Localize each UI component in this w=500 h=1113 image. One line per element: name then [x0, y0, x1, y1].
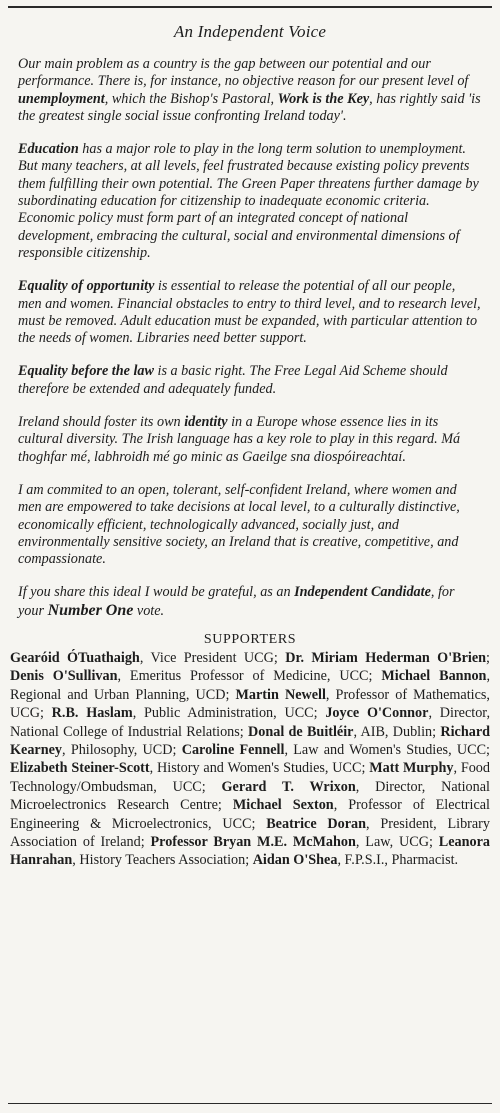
emphasis-text: Education [18, 141, 79, 158]
supporter-name: Elizabeth Steiner-Scott [10, 760, 150, 777]
paragraph-text: Our main problem as a country is the gap between our potential and our performance. There is, for instance, no objective reason for our present level of [18, 56, 469, 90]
paragraph-vote-appeal [18, 584, 482, 620]
paragraph-text: If you share this ideal I would be grateful, as an [18, 584, 295, 601]
supporter-name: Matt Murphy [369, 760, 454, 777]
supporter-name: Richard Kearney [10, 723, 490, 759]
paragraph-text: in a Europe whose essence lies in its cultural diversity. The Irish language has a key role to play in this regard. Má thoghfar mé, labhroidh mé go minic as Gaeilge sna diospóireachtaí. [18, 414, 461, 465]
supporter-role: , Director, National College of Industrial Relations; [10, 705, 490, 740]
supporter-name: R.B. Haslam [51, 705, 133, 722]
paragraph-unemployment [18, 56, 482, 125]
paragraph-text: has a major role to play in the long term solution to unemployment. But many teachers, at all levels, feel frustrated because existing policy prevents them fulfilling their own potential. The Green Paper threatens further damage by subordinating education for citizenship to inadequate economic criteria. Economic policy must form part of an integrated concept of national development, embracing the cultural, social and environmental dimensions of responsible citizenship. [18, 141, 479, 261]
leaflet-frame [8, 6, 492, 1104]
supporter-role: , History and Women's Studies, UCC; [149, 760, 370, 777]
supporter-name: Gerard T. Wrixon [221, 778, 356, 795]
supporters-heading: SUPPORTERS [203, 632, 297, 648]
paragraph-equality-law [18, 363, 482, 398]
emphasis-text: Equality of opportunity [18, 278, 155, 295]
supporter-role: , Professor of Electrical Engineering & Microelectronics, UCC; [10, 797, 490, 832]
paragraph-text: Ireland should foster its own [18, 414, 185, 431]
supporter-role: , Public Administration, UCC; [132, 705, 326, 722]
supporter-name: Dr. Miriam Hederman O'Brien [285, 650, 487, 667]
emphasis-text: unemployment [18, 90, 105, 107]
supporters-list [8, 649, 492, 870]
paragraph-commitment [18, 482, 482, 568]
supporter-role: , President, Library Association of Ireland; [10, 815, 490, 851]
supporter-name: Joyce O'Connor [325, 705, 429, 722]
supporter-role: , Regional and Urban Planning, UCD; [10, 668, 490, 703]
supporter-name: Michael Bannon [381, 668, 487, 685]
paragraph-text: , which the Bishop's Pastoral, [104, 90, 278, 107]
supporter-role: , Law and Women's Studies, UCC; [284, 742, 490, 759]
emphasis-text: identity [184, 414, 228, 431]
paragraph-text: I am commited to an open, tolerant, self-confident Ireland, where women and men are empowered to take decisions at local level, to a culturally distinctive, economically efficient, technologically advanced, socially just, and environmentally sensitive society, an Ireland that is creative, competitive, and compassionate. [18, 481, 460, 568]
paragraph-text: is a basic right. The Free Legal Aid Scheme should therefore be extended and adequately funded. [18, 363, 448, 397]
paragraph-text: vote. [133, 602, 165, 619]
page-title: An Independent Voice [173, 22, 327, 41]
supporter-role: , Director, National Microelectronics Research Centre; [10, 778, 490, 814]
supporter-role: , F.P.S.I., Pharmacist. [337, 852, 459, 869]
supporter-role: , Emeritus Professor of Medicine, UCC; [117, 668, 382, 685]
paragraph-text: , for your [18, 584, 455, 619]
supporter-name: Leanora Hanrahan [10, 834, 490, 869]
supporter-name: Beatrice Doran [266, 815, 367, 832]
statement-body [8, 56, 492, 620]
supporter-name: Caroline Fennell [181, 742, 285, 759]
paragraph-equality-opportunity [18, 278, 482, 347]
supporter-role: , Professor of Mathematics, UCG; [10, 686, 490, 722]
paragraph-identity [18, 414, 482, 466]
supporter-name: Donal de Buitléir [248, 723, 354, 740]
supporter-name: Denis O'Sullivan [10, 668, 118, 685]
supporter-role: , Vice President UCG; [139, 650, 286, 667]
supporter-name: Professor Bryan M.E. McMahon [150, 834, 356, 851]
supporter-role: , Law, UCG; [355, 834, 439, 851]
supporter-role: , Food Technology/Ombudsman, UCC; [10, 760, 490, 795]
paragraph-education [18, 141, 482, 262]
supporter-role: , Philosophy, UCD; [62, 742, 182, 759]
supporter-name: Aidan O'Shea [252, 852, 338, 869]
emphasis-text: Independent Candidate [294, 584, 431, 601]
supporter-role: , AIB, Dublin; [353, 723, 441, 740]
supporter-name: Michael Sexton [232, 797, 334, 814]
supporter-role: , History Teachers Association; [72, 852, 253, 869]
paragraph-text: is essential to release the potential of all our people, men and women. Financial obstacles to entry to third level, and to research level, must be removed. Adult education must be expanded, with particular attention to the needs of women. Libraries need better support. [18, 278, 481, 347]
paragraph-text: , has rightly said 'is the greatest single social issue confronting Ireland today'. [18, 90, 481, 124]
emphasis-text: Number One [47, 601, 134, 619]
supporter-name: Gearóid ÓTuathaigh [10, 650, 140, 667]
emphasis-text: Equality before the law [18, 363, 154, 380]
emphasis-text: Work is the Key [277, 90, 370, 107]
supporter-role: ; [486, 650, 490, 667]
supporter-name: Martin Newell [235, 686, 326, 703]
